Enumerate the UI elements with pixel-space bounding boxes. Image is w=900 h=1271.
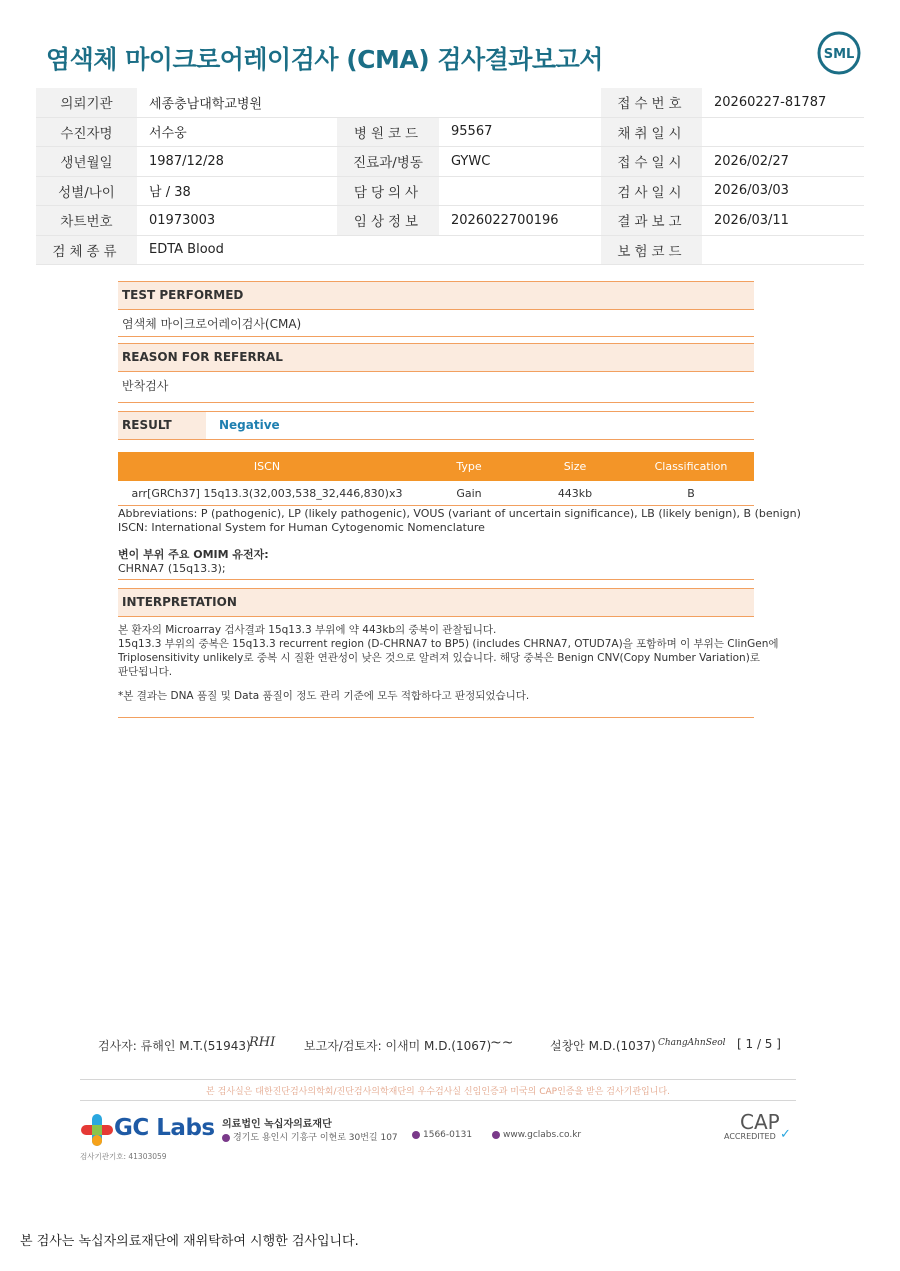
interpretation-line: 판단됩니다. [118, 666, 173, 678]
reason-section [118, 343, 754, 400]
info-label: 성별/나이 [36, 176, 137, 206]
info-label: 차트번호 [36, 206, 137, 236]
info-label: 검사일시 [601, 176, 702, 206]
cnv-iscn: arr[GRCh37] 15q13.3(32,003,538_32,446,830)x3 [118, 481, 416, 506]
info-value [702, 117, 864, 147]
info-row [36, 147, 864, 177]
cnv-table [118, 452, 754, 506]
interpretation-line: Triplosensitivity unlikely로 중복 시 질환 연관성이 낮은 것으로 알려져 있습니다. 해당 중복은 Benign CNV(Copy Number Variation)로 [118, 652, 760, 664]
page-number: [ 1 / 5 ] [737, 1037, 781, 1051]
bottom-note: 본 검사는 녹십자의료재단에 재위탁하여 시행한 검사입니다. [20, 1234, 359, 1249]
divider [118, 402, 754, 403]
org-address [222, 1130, 398, 1143]
examiner-signature: RHI [249, 1035, 276, 1050]
cnv-header-type: Type [416, 452, 522, 481]
cnv-header-classification: Classification [628, 452, 754, 481]
reporter-signature: ~~ [490, 1035, 514, 1051]
info-value: 01973003 [137, 206, 337, 236]
info-row [36, 176, 864, 206]
info-row [36, 117, 864, 147]
info-value: 20260227-81787 [702, 88, 864, 117]
info-row [36, 88, 864, 117]
org-phone [412, 1130, 472, 1140]
info-value: 서수웅 [137, 117, 337, 147]
test-performed-section [118, 281, 754, 338]
examiner-label: 검사자: 류해인 M.T.(51943) [98, 1039, 251, 1053]
phone-text: 1566-0131 [423, 1130, 473, 1140]
abbrev-line: Abbreviations: P (pathogenic), LP (likely pathogenic), VOUS (variant of uncertain significance), LB (likely benign), B (benign) [118, 507, 801, 520]
interpretation-header: INTERPRETATION [118, 588, 754, 617]
web-text: www.gclabs.co.kr [503, 1130, 582, 1140]
org-web [492, 1130, 581, 1140]
omim-title: 변이 부위 주요 OMIM 유전자: [118, 548, 269, 561]
info-value: 2026/03/11 [702, 206, 864, 236]
cap-accredited: ACCREDITED [724, 1132, 776, 1141]
info-label: 생년월일 [36, 147, 137, 177]
info-value: 남 / 38 [137, 176, 337, 206]
info-label: 결과보고 [601, 206, 702, 236]
info-value: 2026/03/03 [702, 176, 864, 206]
info-label: 접수번호 [601, 88, 702, 117]
info-label: 검체종류 [36, 235, 137, 265]
cnv-header-size: Size [522, 452, 628, 481]
info-label: 담당의사 [337, 176, 439, 206]
info-value: 2026/02/27 [702, 147, 864, 177]
accreditation-note: 본 검사실은 대한진단검사의학회/진단검사의학재단의 우수검사실 신임인증과 미국의 CAP인증을 받은 검사기관입니다. [206, 1087, 670, 1097]
abbreviations [118, 507, 801, 535]
reason-value: 반착검사 [122, 379, 169, 393]
reporter-label: 보고자/검토자: 이새미 M.D.(1067) [304, 1039, 492, 1053]
divider [118, 336, 754, 337]
info-value: GYWC [439, 147, 601, 177]
omim-value: CHRNA7 (15q13.3); [118, 562, 226, 575]
divider [80, 1079, 796, 1080]
sml-logo-icon [816, 30, 862, 76]
phone-icon [412, 1131, 420, 1139]
info-label: 임상정보 [337, 206, 439, 236]
cap-text: CAP [740, 1110, 780, 1134]
cnv-header-iscn: ISCN [118, 452, 416, 481]
second-reviewer-label: 설창안 M.D.(1037) [550, 1039, 656, 1053]
gc-labs-brand: GC Labs [114, 1115, 215, 1141]
info-label: 보험코드 [601, 235, 702, 265]
cnv-size: 443kb [522, 481, 628, 506]
info-label: 채취일시 [601, 117, 702, 147]
cnv-classification: B [628, 481, 754, 506]
info-label: 수진자명 [36, 117, 137, 147]
reason-header: REASON FOR REFERRAL [118, 343, 754, 372]
org-name: 의료법인 녹십자의료재단 [222, 1119, 332, 1130]
info-label: 진료과/병동 [337, 147, 439, 177]
address-text: 경기도 용인시 기흥구 이현로 30번길 107 [233, 1133, 398, 1143]
divider [80, 1100, 796, 1101]
result-row [118, 411, 754, 440]
info-label: 접수일시 [601, 147, 702, 177]
table-row [118, 481, 754, 506]
info-value: 95567 [439, 117, 601, 147]
logo-text: SML [823, 47, 855, 62]
divider [118, 579, 754, 580]
globe-icon [492, 1131, 500, 1139]
info-value: 세종충남대학교병원 [137, 88, 601, 117]
info-value: 2026022700196 [439, 206, 601, 236]
result-value: Negative [219, 418, 280, 432]
test-performed-header: TEST PERFORMED [118, 281, 754, 310]
test-performed-value: 염색체 마이크로어레이검사(CMA) [122, 317, 302, 331]
divider [118, 717, 754, 718]
page-title: 염색체 마이크로어레이검사 (CMA) 검사결과보고서 [46, 45, 603, 74]
abbrev-line: ISCN: International System for Human Cytogenomic Nomenclature [118, 521, 485, 534]
info-row [36, 235, 864, 265]
interpretation-line: 15q13.3 부위의 중복은 15q13.3 recurrent region (D-CHRNA7 to BP5) (includes CHRNA7, OTUD7A)을 포함하며 이 부위는 ClinGen에 [118, 638, 779, 650]
check-icon: ✓ [780, 1127, 791, 1142]
patient-info-table [36, 88, 864, 265]
info-value: 1987/12/28 [137, 147, 337, 177]
info-label: 의뢰기관 [36, 88, 137, 117]
cap-logo [724, 1110, 796, 1146]
interpretation-note: *본 결과는 DNA 품질 및 Data 품질이 정도 관리 기준에 모두 적합하다고 판정되었습니다. [118, 690, 530, 702]
omim-genes [118, 548, 269, 576]
cnv-type: Gain [416, 481, 522, 506]
info-row [36, 206, 864, 236]
info-value [439, 176, 601, 206]
interpretation-text [118, 623, 779, 703]
cert-number: 검사기관기호: 41303059 [80, 1152, 167, 1161]
location-pin-icon [222, 1134, 230, 1142]
info-value: EDTA Blood [137, 235, 601, 265]
info-value [702, 235, 864, 265]
info-label: 병원코드 [337, 117, 439, 147]
interpretation-line: 본 환자의 Microarray 검사결과 15q13.3 부위에 약 443kb의 중복이 관찰됩니다. [118, 624, 497, 636]
second-signature: ChangAhnSeol [658, 1038, 726, 1048]
result-label: RESULT [118, 412, 206, 439]
interpretation-section [118, 588, 754, 617]
